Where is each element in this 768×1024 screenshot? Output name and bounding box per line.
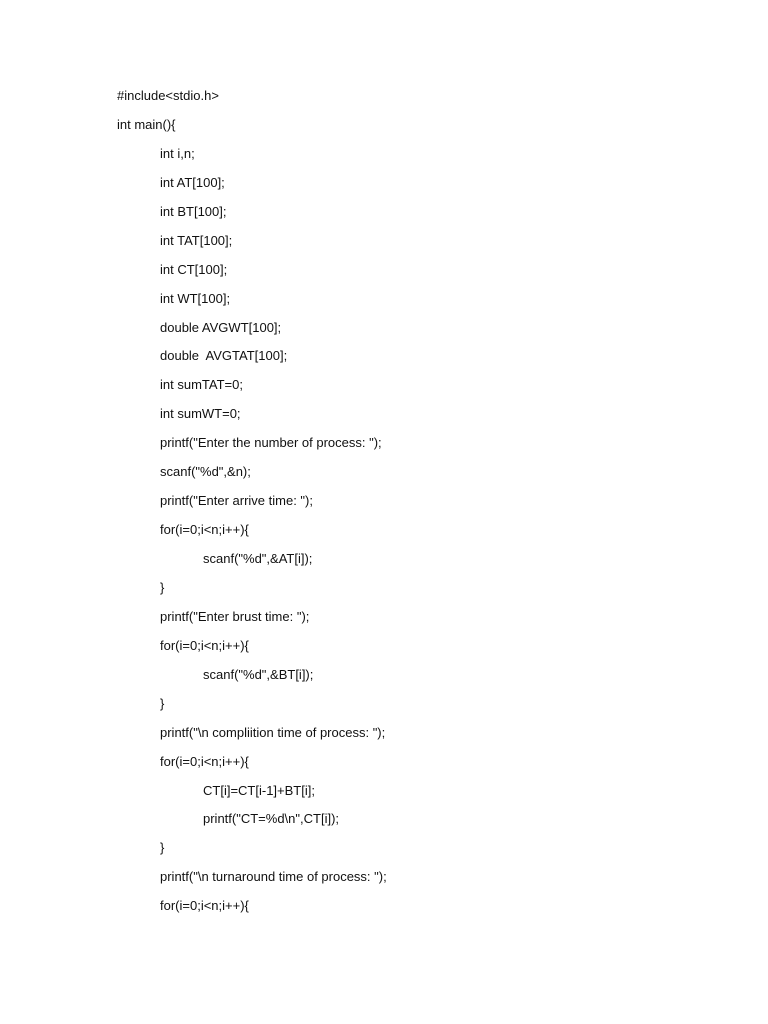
code-listing: [117, 86, 387, 925]
code-line: }: [160, 579, 165, 595]
code-line: for(i=0;i<n;i++){: [160, 898, 249, 914]
code-line: CT[i]=CT[i-1]+BT[i];: [203, 782, 315, 798]
code-line: int AT[100];: [160, 174, 225, 190]
code-line: double AVGWT[100];: [160, 319, 282, 335]
code-line: int TAT[100];: [160, 232, 233, 248]
code-line: printf("Enter arrive time: ");: [160, 493, 313, 509]
code-line: }: [160, 840, 165, 856]
code-line: printf("CT=%d\n",CT[i]);: [203, 811, 340, 827]
code-line: int main(){: [117, 116, 176, 132]
code-line: #include<stdio.h>: [117, 88, 219, 103]
code-line: int WT[100];: [160, 290, 231, 306]
code-line: int sumWT=0;: [160, 406, 241, 422]
code-line: printf("\n compliition time of process: ");: [160, 724, 386, 740]
code-line: printf("\n turnaround time of process: ");: [160, 869, 387, 885]
code-line: int BT[100];: [160, 203, 227, 219]
code-line: for(i=0;i<n;i++){: [160, 522, 249, 538]
code-line: for(i=0;i<n;i++){: [160, 637, 249, 653]
code-line: for(i=0;i<n;i++){: [160, 753, 249, 769]
code-line: scanf("%d",&BT[i]);: [203, 666, 314, 682]
code-line: scanf("%d",&AT[i]);: [203, 551, 313, 566]
code-line: int i,n;: [160, 145, 195, 161]
code-line: printf("Enter brust time: ");: [160, 608, 310, 624]
code-line: printf("Enter the number of process: ");: [160, 435, 382, 451]
code-line: scanf("%d",&n);: [160, 464, 251, 480]
code-line: int sumTAT=0;: [160, 377, 243, 393]
code-line: int CT[100];: [160, 261, 228, 277]
code-line: }: [160, 695, 165, 711]
code-line: double AVGTAT[100];: [160, 348, 288, 364]
